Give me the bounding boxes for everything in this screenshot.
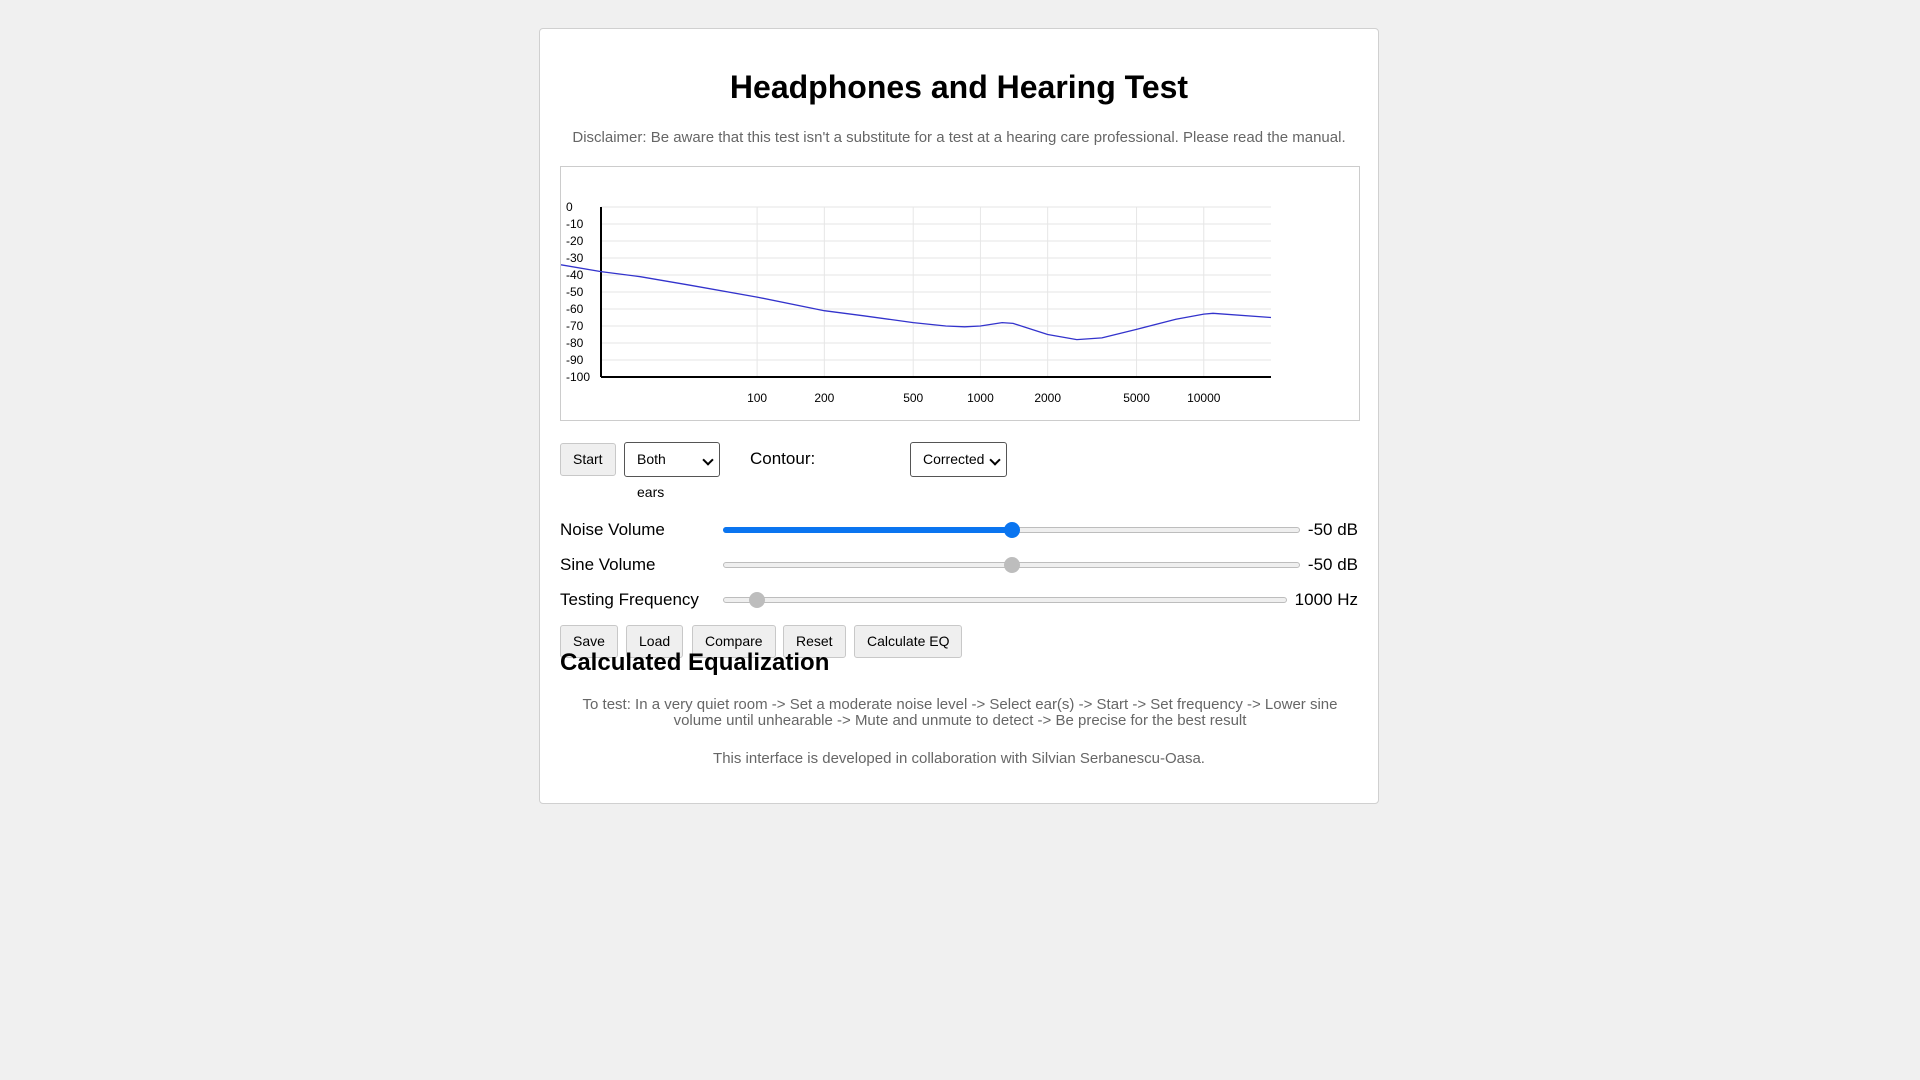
start-button[interactable]: Start xyxy=(560,443,616,476)
y-tick-label: -90 xyxy=(566,353,584,367)
contour-label: Contour: xyxy=(750,449,816,468)
contour-chart xyxy=(560,166,1360,421)
y-tick-label: -40 xyxy=(566,268,584,282)
ear-select-value: Both ears xyxy=(637,451,666,500)
noise-volume-value: -50 dB xyxy=(1307,520,1358,539)
y-tick-label: 0 xyxy=(566,200,573,214)
hearing-test-card xyxy=(539,28,1379,804)
calculate-eq-button[interactable]: Calculate EQ xyxy=(854,625,962,658)
disclaimer-text: Disclaimer: Be aware that this test isn't a substitute for a test at a hearing care professional. Please read the manual. xyxy=(572,129,1346,146)
testing-frequency-value: 1000 Hz xyxy=(1294,590,1358,609)
page-title: Headphones and Hearing Test xyxy=(729,69,1189,105)
y-tick-label: -50 xyxy=(566,285,584,299)
contour-chart-svg xyxy=(561,167,1359,420)
testing-frequency-slider[interactable] xyxy=(723,590,1287,610)
load-button[interactable]: Load xyxy=(626,625,683,658)
y-tick-label: -100 xyxy=(566,370,591,384)
reset-button[interactable]: Reset xyxy=(783,625,846,658)
y-tick-label: -70 xyxy=(566,319,584,333)
x-tick-label: 2000 xyxy=(1034,391,1062,405)
slider-thumb[interactable] xyxy=(1004,522,1020,538)
x-tick-label: 500 xyxy=(903,391,924,405)
y-tick-label: -80 xyxy=(566,336,584,350)
testing-frequency-label: Testing Frequency xyxy=(560,590,699,609)
calculated-equalization-heading: Calculated Equalization xyxy=(560,649,830,676)
x-tick-label: 5000 xyxy=(1123,391,1150,405)
y-tick-label: -10 xyxy=(566,217,584,231)
ear-select[interactable] xyxy=(624,442,720,500)
y-tick-label: -60 xyxy=(566,302,584,316)
compare-button[interactable]: Compare xyxy=(692,625,776,658)
noise-volume-slider[interactable] xyxy=(723,520,1300,540)
x-tick-label: 200 xyxy=(814,391,835,405)
credits-text: This interface is developed in collaboration with Silvian Serbanescu-Oasa. xyxy=(713,750,1205,767)
contour-select[interactable] xyxy=(910,442,1007,477)
chevron-down-icon xyxy=(989,454,1000,465)
x-tick-label: 10000 xyxy=(1187,391,1221,405)
slider-thumb[interactable] xyxy=(1004,557,1020,573)
y-tick-label: -20 xyxy=(566,234,584,248)
x-tick-label: 100 xyxy=(747,391,768,405)
save-button[interactable]: Save xyxy=(560,625,618,658)
chevron-down-icon xyxy=(702,454,713,465)
y-tick-label: -30 xyxy=(566,251,584,265)
slider-track xyxy=(723,597,1287,603)
test-instructions: To test: In a very quiet room -> Set a moderate noise level -> Select ear(s) -> Start -> Set frequency -> Lower sine volume until unhearable -> Mute and unmute to detect -> Be precise for the best result xyxy=(582,696,1338,729)
slider-fill xyxy=(723,527,1012,533)
sine-volume-label: Sine Volume xyxy=(560,555,656,574)
contour-select-value: Corrected xyxy=(923,451,985,467)
noise-volume-label: Noise Volume xyxy=(560,520,665,539)
sine-volume-slider[interactable] xyxy=(723,555,1300,575)
slider-thumb[interactable] xyxy=(749,592,765,608)
sine-volume-value: -50 dB xyxy=(1307,555,1358,574)
x-tick-label: 1000 xyxy=(967,391,994,405)
contour-series-line xyxy=(561,265,1271,340)
